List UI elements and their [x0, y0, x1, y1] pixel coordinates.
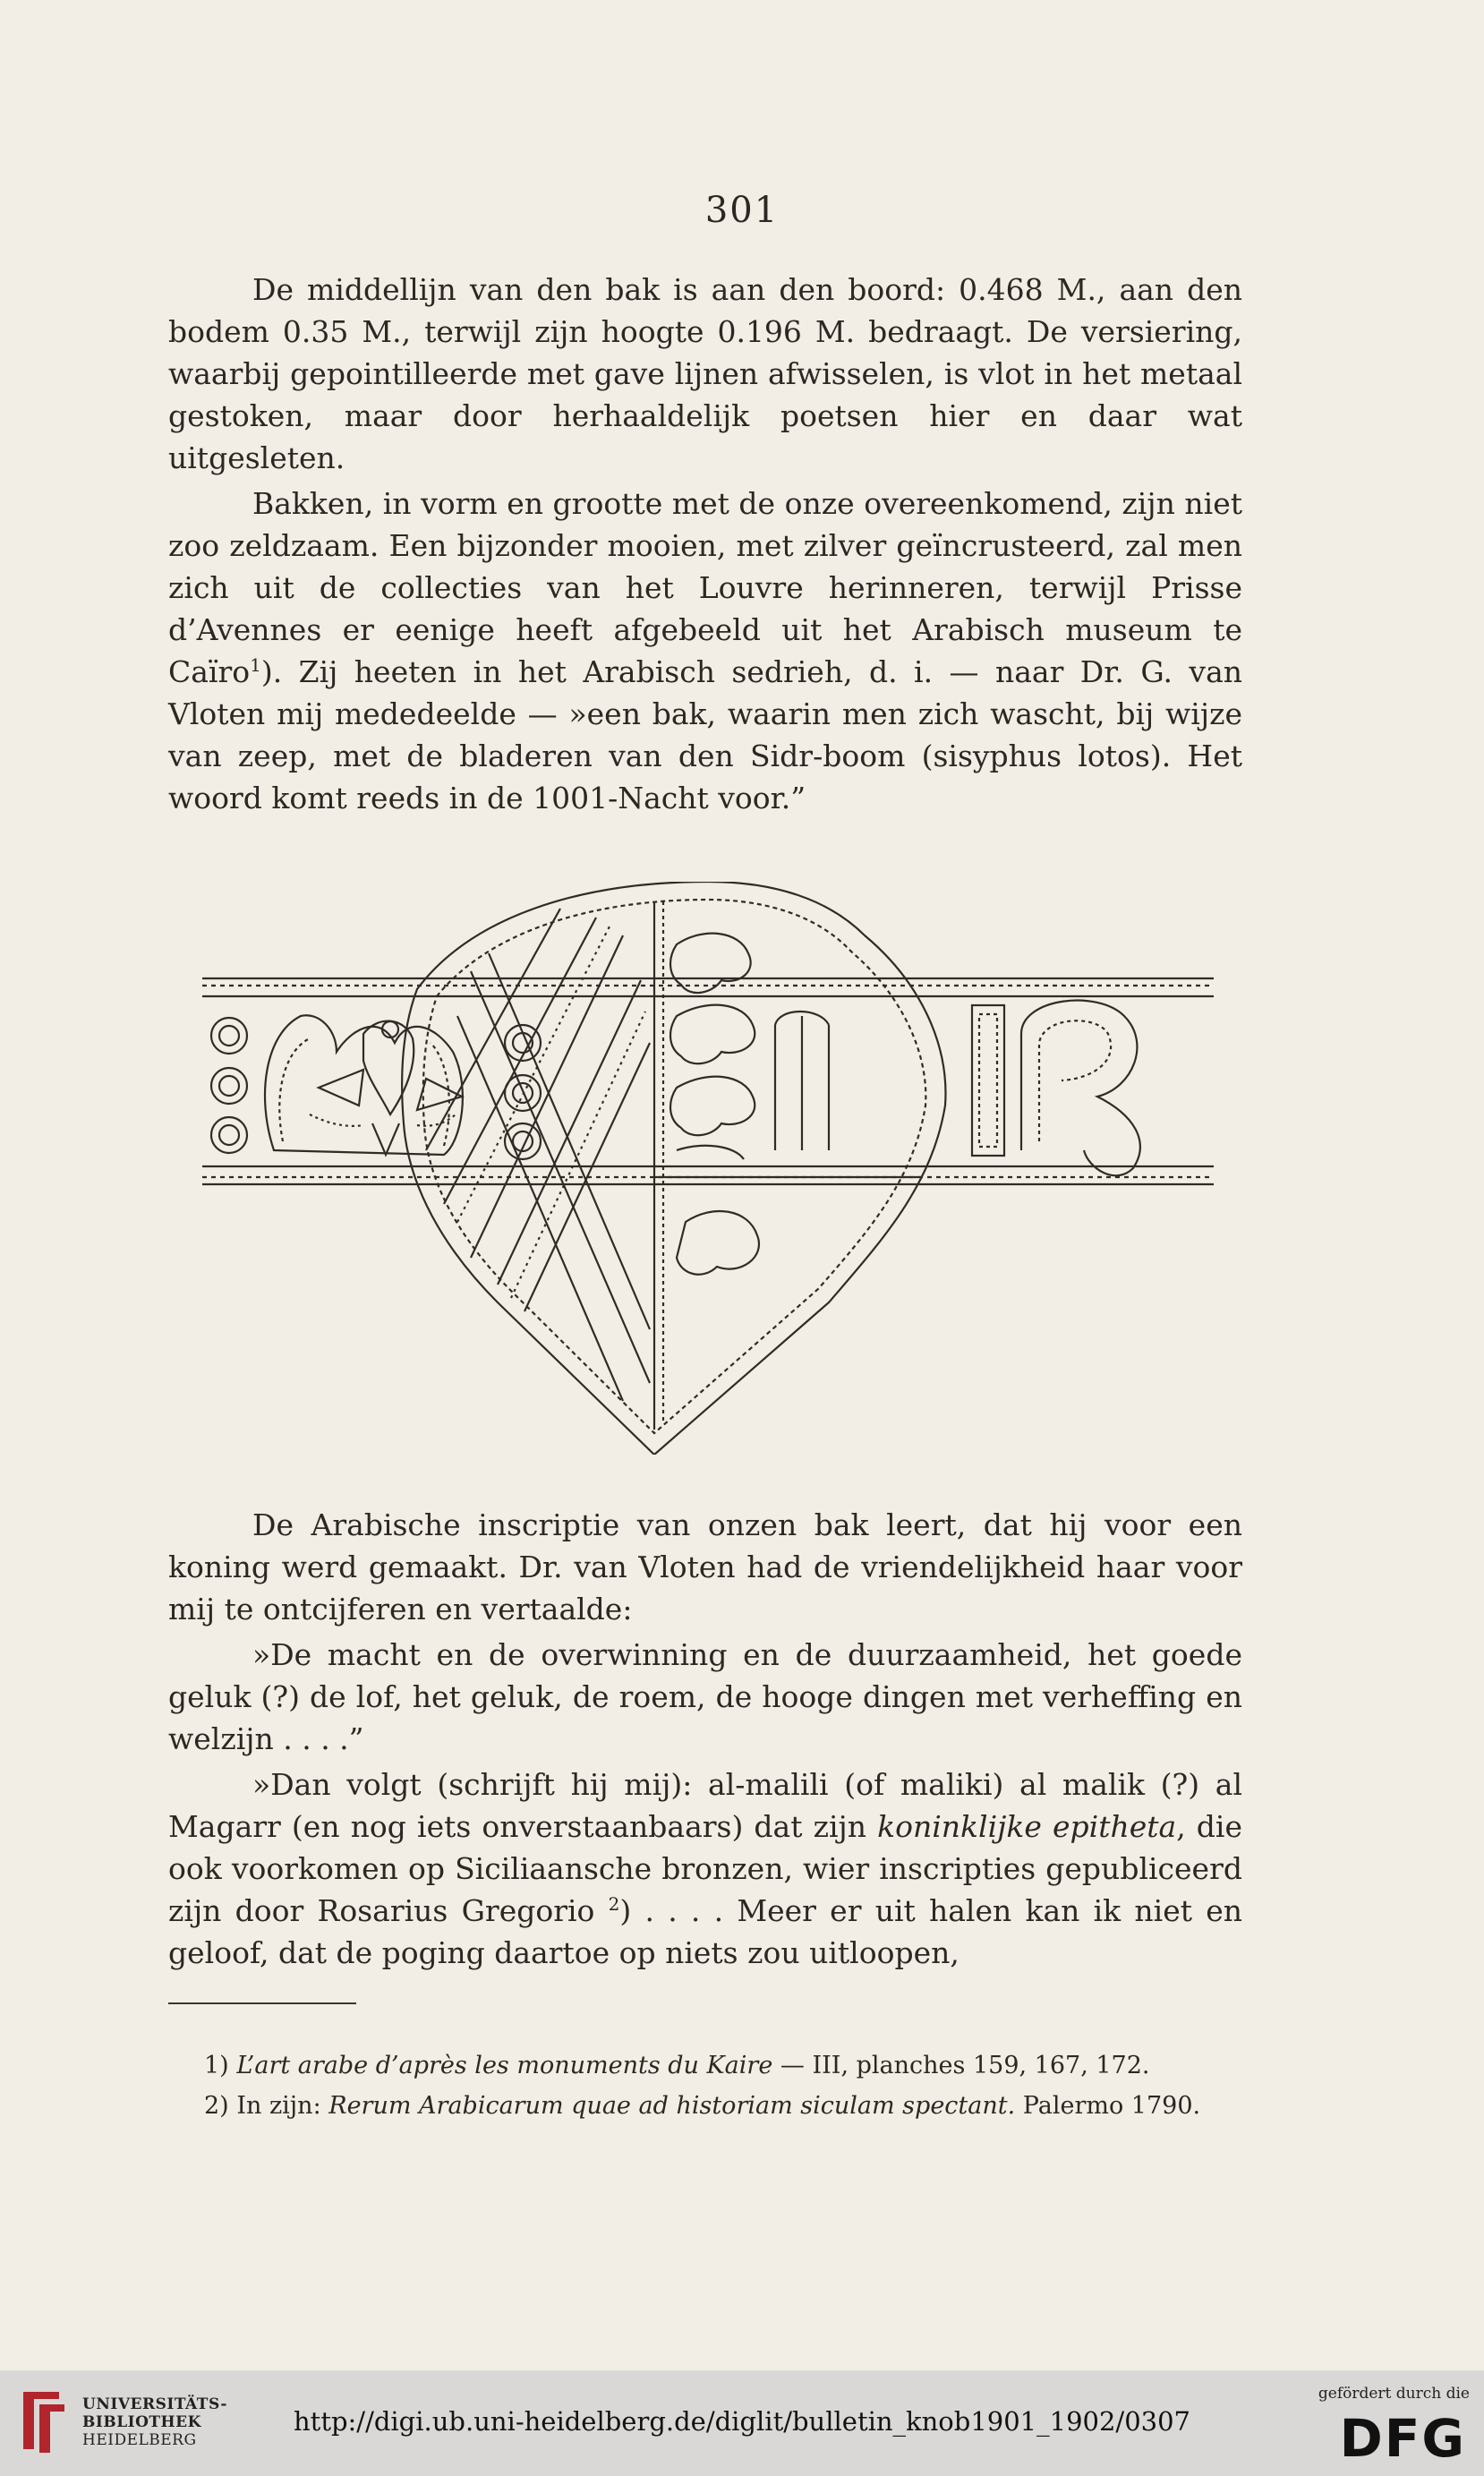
paragraph-bakken: Bakken, in vorm en grootte met de onze overeenkomend, zijn niet zoo zeldzaam. Een bijzonder mooien, met zilver geïncrusteerd, zal men zich uit de collecties van het Louvre herinneren, terwijl Prisse d’Avennes er eenige heeft afgebeeld uit het Arabisch museum te Caïro$^1$). Zij heeten in het Arabisch sedrieh, d. i. — naar Dr. G. van Vloten mij mededeelde — »een bak, waarin men zich wascht, bij wijze van zeep, met de bladeren van den Sidr-boom (sisyphus lotos). Het woord komt reeds in de 1001-Nacht voor.” — [168, 486, 1242, 815]
footnote-ref-2[interactable]: 2 — [608, 1893, 620, 1915]
paragraph-inscription: De Arabische inscriptie van onzen bak leert, dat hij voor een koning werd gemaakt. Dr. van Vloten had de vriendelijkheid haar voor mij te ontcijferen en vertaalde: — [168, 1507, 1242, 1626]
footnote-1: 1) L’art arabe d’après les monuments du Kaire — III, planches 159, 167, 172. — [204, 2052, 1150, 2079]
footnote-ref-1[interactable]: 1 — [250, 654, 261, 676]
footnotes — [168, 2045, 1242, 2126]
paragraph-dimensions: De middellijn van den bak is aan den boord: 0.468 M., aan den bodem 0.35 M., terwijl zijn hoogte 0.196 M. bedraagt. De versiering, waarbij gepointilleerde met gave lijnen afwisselen, is vlot in het metaal gestoken, maar door herhaaldelijk poetsen hier en daar wat uitgesleten. — [168, 272, 1242, 475]
funding-label: gefördert durch die — [1318, 2385, 1470, 2403]
body-text-bottom — [168, 1504, 1242, 1974]
footnote-2: 2) In zijn: Rerum Arabicarum quae ad historiam siculam spectant. Palermo 1790. — [204, 2092, 1201, 2120]
heraldic-shield — [402, 882, 945, 1455]
ornament-illustration — [202, 882, 1214, 1455]
page-number: 301 — [704, 190, 780, 231]
body-text-top — [168, 269, 1242, 819]
library-name: UNIVERSITÄTS- BIBLIOTHEK HEIDELBERG — [82, 2395, 227, 2449]
paragraph-epitheta: »Dan volgt (schrijft hij mij): al-malili (of maliki) al malik (?) al Magarr (en nog iets onverstaanbaars) dat zijn koninklijke epitheta, die ook voorkomen op Siciliaansche bronzen, wier inscripties gepubliceerd zijn door Rosarius Gregorio $^2$) . . . . Meer er uit halen kan ik niet en geloof, dat de poging daartoe op niets zou uitloopen, — [168, 1767, 1243, 1970]
source-url-link[interactable]: http://digi.ub.uni-heidelberg.de/diglit/bulletin_knob1901_1902/0307 — [293, 2406, 1190, 2437]
dfg-logo: DFG — [1339, 2408, 1466, 2469]
eagle-motif — [265, 1015, 463, 1155]
inscription-letters-right — [972, 1001, 1140, 1176]
paragraph-translation: »De macht en de overwinning en de duurzaamheid, het goede geluk (?) de lof, het geluk, de roem, de hooge dingen met verheffing en welzijn . . . .” — [168, 1637, 1242, 1756]
footnote-divider — [168, 2002, 356, 2004]
